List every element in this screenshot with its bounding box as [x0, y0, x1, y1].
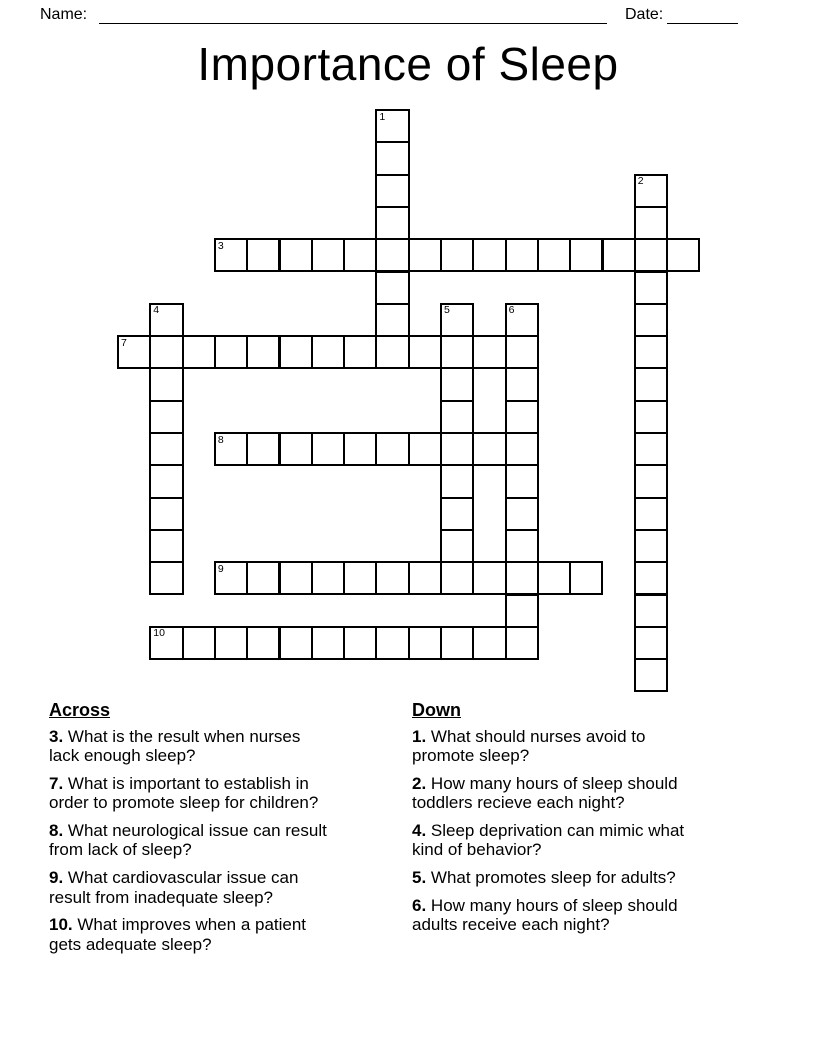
grid-cell — [375, 626, 409, 660]
grid-cell — [279, 432, 313, 466]
crossword-grid — [117, 109, 701, 693]
grid-cell — [311, 626, 345, 660]
grid-cell-number: 6 — [508, 304, 515, 317]
grid-cell — [182, 335, 216, 369]
grid-cell — [214, 335, 248, 369]
grid-cell — [472, 335, 506, 369]
clue-across-9: 9. What cardiovascular issue can result from inadequate sleep? — [49, 868, 299, 907]
grid-cell — [375, 303, 409, 337]
clue-number: 4. — [412, 821, 427, 841]
grid-cell-number: 5 — [444, 304, 450, 317]
grid-cell — [440, 561, 474, 595]
clue-across-10: 10. What improves when a patient gets adequate sleep? — [49, 915, 307, 954]
grid-cell — [634, 206, 668, 240]
grid-cell — [408, 335, 442, 369]
grid-cell — [505, 367, 539, 401]
clue-number: 7. — [49, 774, 64, 794]
grid-cell — [375, 432, 409, 466]
grid-cell — [505, 626, 539, 660]
grid-cell — [472, 238, 506, 272]
grid-cell — [440, 400, 474, 434]
grid-cell — [279, 238, 313, 272]
grid-cell — [149, 335, 183, 369]
grid-cell — [634, 432, 668, 466]
grid-cell — [505, 497, 539, 531]
name-label: Name: — [40, 6, 88, 23]
clue-across-7: 7. What is important to establish in order to promote sleep for children? — [49, 774, 319, 813]
grid-cell — [569, 561, 603, 595]
date-label: Date: — [625, 6, 664, 23]
down-clues-section — [412, 700, 702, 943]
clue-down-6: 6. How many hours of sleep should adults receive each night? — [412, 896, 678, 935]
clue-number: 1. — [412, 727, 427, 746]
grid-cell-number: 7 — [121, 336, 127, 349]
grid-cell — [472, 626, 506, 660]
grid-cell — [440, 626, 474, 660]
clue-across-3: 3. What is the result when nurses lack enough sleep? — [49, 727, 301, 766]
grid-cell — [279, 626, 313, 660]
grid-cell — [634, 367, 668, 401]
grid-cell — [472, 561, 506, 595]
grid-cell — [246, 335, 280, 369]
grid-cell — [246, 432, 280, 466]
across-clues-section — [49, 700, 333, 962]
grid-cell — [149, 561, 183, 595]
grid-cell-number: 1 — [379, 110, 386, 123]
name-fill-line — [99, 6, 607, 24]
grid-cell — [182, 626, 216, 660]
grid-cell — [408, 626, 442, 660]
grid-cell — [634, 529, 668, 563]
clue-across-8: 8. What neurological issue can result from lack of sleep? — [49, 821, 327, 860]
grid-cell — [408, 561, 442, 595]
grid-cell — [537, 238, 571, 272]
grid-cell — [408, 432, 442, 466]
grid-cell — [634, 658, 668, 692]
grid-cell — [505, 400, 539, 434]
clue-number: 8. — [49, 821, 64, 841]
grid-cell — [375, 271, 409, 305]
grid-cell — [440, 464, 474, 498]
grid-cell-number: 3 — [217, 239, 224, 252]
grid-cell — [214, 626, 248, 660]
grid-cell — [634, 400, 668, 434]
date-fill-line — [667, 6, 738, 24]
grid-cell — [634, 238, 668, 272]
clue-down-2: 2. How many hours of sleep should toddlers recieve each night? — [412, 774, 678, 813]
grid-cell — [279, 561, 313, 595]
grid-cell — [440, 367, 474, 401]
grid-cell — [149, 497, 183, 531]
grid-cell — [279, 335, 313, 369]
grid-cell — [602, 238, 636, 272]
grid-cell — [149, 464, 183, 498]
grid-cell — [375, 561, 409, 595]
grid-cell — [246, 561, 280, 595]
clue-number: 10. — [49, 915, 73, 935]
grid-cell-number: 8 — [217, 433, 224, 446]
grid-cell — [311, 561, 345, 595]
clue-down-5: 5. What promotes sleep for adults? — [412, 868, 676, 888]
grid-cell — [343, 432, 377, 466]
grid-cell — [246, 238, 280, 272]
grid-cell — [505, 594, 539, 628]
grid-cell — [440, 335, 474, 369]
grid-cell — [343, 335, 377, 369]
down-clue-list — [412, 727, 702, 935]
grid-cell — [634, 464, 668, 498]
grid-cell — [666, 238, 700, 272]
clue-down-1: 1. What should nurses avoid to promote sleep? — [412, 727, 646, 766]
grid-cell — [149, 432, 183, 466]
down-header: Down — [412, 700, 461, 720]
grid-cell — [375, 335, 409, 369]
grid-cell — [505, 335, 539, 369]
clue-number: 3. — [49, 727, 64, 746]
grid-cell — [634, 303, 668, 337]
grid-cell — [634, 271, 668, 305]
grid-cell — [472, 432, 506, 466]
grid-cell — [311, 335, 345, 369]
grid-cell — [537, 561, 571, 595]
grid-cell — [149, 400, 183, 434]
grid-cell-number: 2 — [637, 175, 644, 188]
grid-cell-number: 10 — [153, 627, 165, 640]
grid-cell — [505, 561, 539, 595]
grid-cell — [569, 238, 603, 272]
grid-cell — [343, 238, 377, 272]
grid-cell — [375, 238, 409, 272]
grid-cell — [375, 174, 409, 208]
grid-cell — [505, 432, 539, 466]
grid-cell — [505, 529, 539, 563]
grid-cell — [246, 626, 280, 660]
grid-cell — [634, 626, 668, 660]
grid-cell-number: 4 — [153, 304, 160, 317]
clue-number: 5. — [412, 868, 427, 888]
grid-cell — [408, 238, 442, 272]
clue-down-4: 4. Sleep deprivation can mimic what kind of behavior? — [412, 821, 685, 860]
grid-cell — [311, 238, 345, 272]
grid-cell — [149, 529, 183, 563]
grid-cell — [440, 432, 474, 466]
clue-number: 2. — [412, 774, 427, 794]
grid-cell — [634, 335, 668, 369]
across-clue-list — [49, 727, 333, 954]
grid-cell — [634, 594, 668, 628]
grid-cell — [375, 141, 409, 175]
grid-cell — [311, 432, 345, 466]
grid-cell — [505, 238, 539, 272]
grid-cell — [634, 497, 668, 531]
page-title: Importance of Sleep — [197, 38, 619, 90]
grid-cell — [505, 464, 539, 498]
grid-cell-number: 9 — [217, 562, 224, 575]
grid-cell — [440, 497, 474, 531]
grid-cell — [375, 206, 409, 240]
grid-cell — [634, 561, 668, 595]
grid-cell — [343, 626, 377, 660]
grid-cell — [440, 529, 474, 563]
grid-cell — [343, 561, 377, 595]
across-header: Across — [49, 700, 111, 720]
clue-number: 6. — [412, 896, 427, 916]
clue-number: 9. — [49, 868, 64, 888]
grid-cell — [149, 367, 183, 401]
grid-cell — [440, 238, 474, 272]
